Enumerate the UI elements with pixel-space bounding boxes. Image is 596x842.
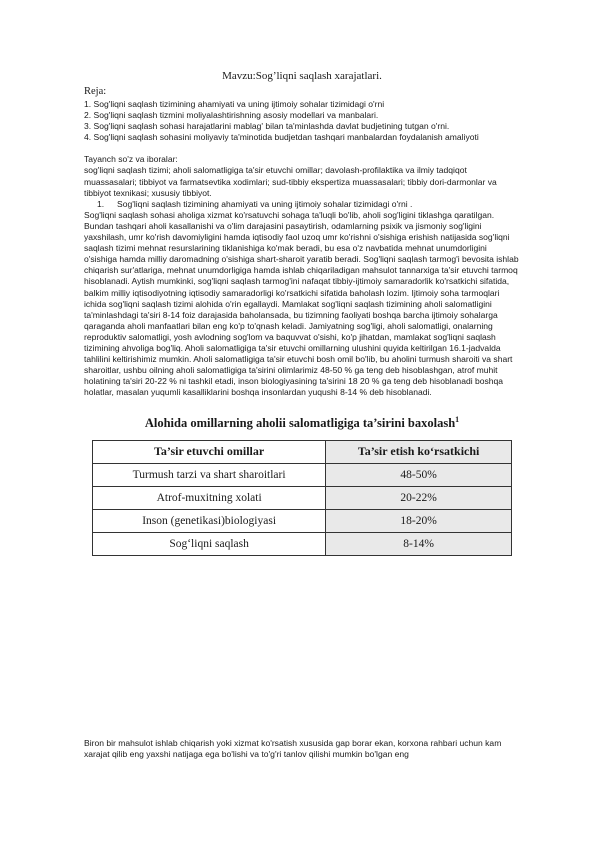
plan-item: 2. Sog'liqni saqlash tizmini moliyalashtirishning asosiy modellari va manbalari.	[84, 110, 379, 121]
table-row	[93, 509, 512, 532]
table-cell-factor: Sog‘liqni saqlash	[93, 532, 326, 555]
section-heading	[84, 199, 520, 210]
table-row	[93, 463, 512, 486]
document-title: Mavzu:Sog’liqni saqlash xarajatlari.	[222, 70, 382, 82]
table-header-row	[93, 440, 512, 463]
plan-list	[84, 99, 520, 143]
bottom-paragraph: Biron bir mahsulot ishlab chiqarish yoki xizmat ko'rsatish xususida gap borar ekan, korxona rahbari uchun kam xarajat qilib eng yaxshi natijaga ega bo'lishi va to'g'ri tanlov qilishi mumkin bo'lgan eng	[84, 738, 502, 760]
table-header-value: Ta’sir etish ko‘rsatkichi	[326, 440, 512, 463]
plan-item: 3. Sog'liqni saqlash sohasi harajatlarini mablag' bilan ta'minlashda davlat budjetining tutgan o'rni.	[84, 121, 450, 132]
plan-item: 4. Sog'liqni saqlash sohasini moliyaviy ta'minotida budjetdan tashqari manbalardan foydalanish amaliyoti	[84, 132, 479, 143]
table-cell-value: 48-50%	[326, 463, 512, 486]
table-cell-value: 18-20%	[326, 509, 512, 532]
table-cell-factor: Turmush tarzi va shart sharoitlari	[93, 463, 326, 486]
table-cell-factor: Inson (genetikasi)biologiyasi	[93, 509, 326, 532]
section-heading-text: Sog'liqni saqlash tizimining ahamiyati va uning ijtimoiy sohalar tizimidagi o'rni .	[117, 198, 413, 209]
bottom-section	[84, 738, 520, 760]
table-cell-value: 20-22%	[326, 486, 512, 509]
plan-label: Reja:	[84, 86, 107, 97]
plan-item: 1. Sog'liqni saqlash tizimining ahamiyati va uning ijtimoiy sohalar tizimidagi o'rni	[84, 99, 385, 109]
body-paragraph: Sog'liqni saqlash sohasi aholiga xizmat ko'rsatuvchi sohaga ta'luqli bo'lib, aholi sog'ligini tiklashga qaratilgan. Bundan tashqari aholi kasallanishi va o'lim darajasini pasaytirish, odamlarning psixik va jismoniy sog'ligini yaxshilash, umr ko'rish davomiyligini hamda iqtisodiy faol uzoq umr ko'rishni o'sishiga erishish natijasida sog'liqni saqlash tizimi mehnat resurslarining tiklanishiga ko'mak beradi, bu esa o'z navbatida mehnat unumdorligini o'sishiga hamda milliy daromadning o'sishiga shart-sharoit yaratib beradi. Sog'liqni saqlash tarmog'i bevosita ishlab chiqarish sur'atlariga, mehnat unumdorligiga hamda ishlab chiqariladigan mahsulot tannarxiga ta'sir etuvchi tarmoq hisoblanadi. Aytish mumkinki, sog'liqni saqlash tarmog'ini nafaqat tibbiy-ijtimoiy samaradorlik ko'rsatkichi sifatida, balkim milliy iqtisodiyotning iqtisodiy samaradorligi ko'rsatkichi sifatida baholash lozim. Ijtimoiy soha tarmoqlari ichida sog'liqni saqlash tizimi alohida o'rin egallaydi. Mamlakat sog'liqni saqlash tizimining aholi salomatligini ta'minlashdagi ta'siri 8-14 foiz darajasida baholansada, bu tizimning faoliyati boshqa barcha ijtimoiy sohalarga qaraganda aholi manfaatlari bilan eng ko'p to'qnash keladi. Jamiyatning sog'ligi, aholi salomatligi, onalarning reproduktiv salomatligi, yosh avlodning sog'lom va baquvvat o'sishi, ko'p jihatdan, mamlakat sog'liqni saqlash tizimining ahvoliga bog'liq. Aholi salomatligiga ta'sir etuvchi omillarning ulushini quyida keltirilgan 16.1-jadvalda tahlilini keltirishimiz mumkin. Aholi salomatligiga ta'sir etuvchi bosh omil bo'lib, bu aholini turmush sharoiti va shart sharoitlar, ushbu oilning aholi salomatligiga ta'sirini olimlarimiz 48-50 % ga teng deb hisoblashgan, atrof muhit holatining ta'siri 20-22 % ni tashkil etadi, inson biologiyasining ta'sirini 18 20 % ga teng deb hisoblanadi boshqa holatlar, masalan yuqumli kasalliklarini boshqa insonlardan yuqushi 8-14 % deb hisoblanadi.	[84, 209, 519, 398]
table-cell-value: 8-14%	[326, 532, 512, 555]
figure-title-text: Alohida omillarning aholii salomatligiga ta’sirini baxolash	[144, 416, 456, 431]
keywords-text: sog'liqni saqlash tizimi; aholi salomatligiga ta'sir etuvchi omillar; davolash-profilaktika va ilmiy tadqiqot muassasalari; tibbiyot va farmatsevtika xodimlari; sud-tibbiy ekspertiza muassasalari; tibbiy dori-darmonlar va tibbiyot texnikasi; xususiy tibbiyot.	[84, 165, 497, 198]
table-row	[93, 486, 512, 509]
table-row	[93, 532, 512, 555]
table-cell-factor: Atrof-muxitning xolati	[93, 486, 326, 509]
footnote-mark: 1	[455, 415, 460, 425]
keywords-label: Tayanch so'z va iboralar:	[84, 154, 178, 165]
table-header-factor: Ta’sir etuvchi omillar	[93, 440, 326, 463]
figure-title	[84, 415, 520, 431]
section-number: 1.	[97, 198, 105, 209]
factors-table	[92, 440, 512, 556]
document-page	[84, 70, 520, 556]
